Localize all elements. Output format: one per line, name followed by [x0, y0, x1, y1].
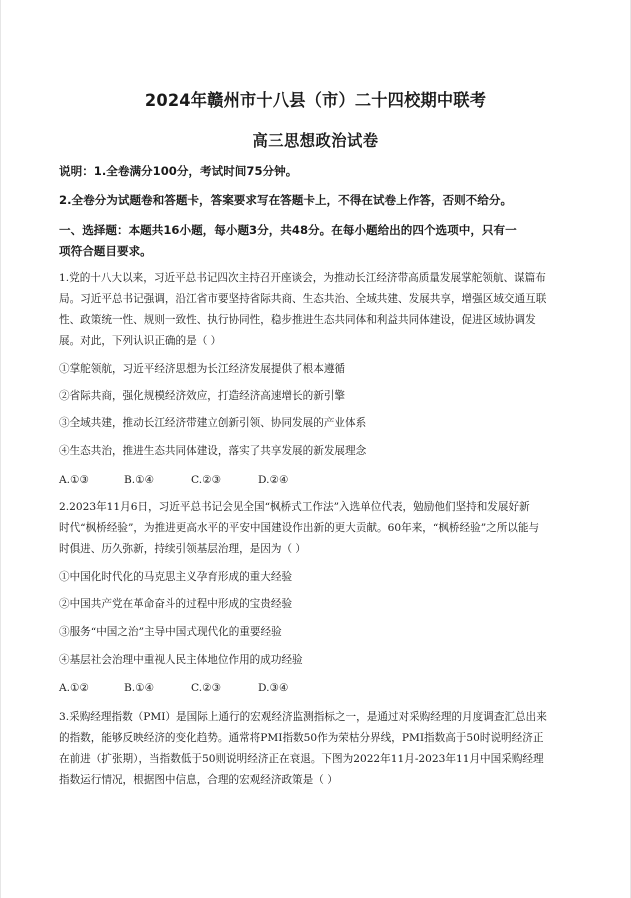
q3-stem-line: 的指数，能够反映经济的变化趋势。通常将PMI指数50作为荣枯分界线，PMI指数高于50时说明经济正: [59, 732, 544, 744]
q2-stem-line: 2.2023年11月6日，习近平总书记会见全国“枫桥式工作法”入选单位代表，勉励他们坚持和发展好新: [59, 501, 530, 513]
exam-subtitle: 高三思想政治试卷: [252, 131, 379, 150]
q1-stem-line: 性、政策统一性、规则一致性、执行协同性，稳步推进生态共同体和利益共同体建设，促进区域协调发: [59, 314, 536, 326]
q3-stem-line: 3.采购经理指数（PMI）是国际上通行的宏观经济监测指标之一，是通过对采购经理的月度调查汇总出来: [59, 711, 547, 723]
q2-choice-d: D.③④: [258, 682, 289, 694]
q1-item: ④生态共治，推进生态共同体建设，落实了共享发展的新发展理念: [59, 445, 367, 457]
q2-stem-line: 时代“枫桥经验”，为推进更高水平的平安中国建设作出新的更大贡献。60年来，“枫桥经验”之所以能与: [59, 522, 540, 534]
q2-stem-line: 时俱进、历久弥新，持续引领基层治理，是因为（ ）: [59, 543, 307, 555]
q1-stem-line: 1.党的十八大以来，习近平总书记四次主持召开座谈会，为推动长江经济带高质量发展掌舵领航、谋篇布: [59, 272, 546, 284]
q1-item: ②省际共商，强化规模经济效应，打造经济高速增长的新引擎: [59, 390, 346, 402]
exam-title: 2024年赣州市十八县（市）二十四校期中联考: [144, 91, 487, 111]
q2-item: ②中国共产党在革命奋斗的过程中形成的宝贵经验: [59, 598, 293, 610]
q2-item: ①中国化时代化的马克思主义孕育形成的重大经验: [59, 571, 293, 583]
q2-item: ③服务“中国之治”主导中国式现代化的重要经验: [59, 626, 282, 638]
q1-choice-a: A.①③: [59, 474, 90, 486]
q1-item: ③全域共建，推动长江经济带建立创新引领、协同发展的产业体系: [59, 417, 367, 429]
q2-choice-b: B.①④: [124, 682, 155, 694]
q3-stem-line: 指数运行情况，根据图中信息，合理的宏观经济政策是（ ）: [59, 774, 338, 786]
q3-stem-line: 在前进（扩张期），当指数低于50则说明经济正在衰退。下图为2022年11月-2023年11月中国采购经理: [59, 753, 544, 765]
q2-choice-c: C.②③: [191, 682, 222, 694]
section-heading-line-1: 一、选择题：本题共16小题，每小题3分，共48分。在每小题给出的四个选项中，只有一: [59, 223, 517, 237]
q2-choice-a: A.①②: [59, 682, 90, 694]
note-line-2: 2.全卷分为试题卷和答题卡，答案要求写在答题卡上，不得在试卷上作答，否则不给分。: [59, 193, 513, 207]
q2-item: ④基层社会治理中重视人民主体地位作用的成功经验: [59, 654, 303, 666]
q1-stem-line: 展。对此，下列认识正确的是（ ）: [59, 335, 222, 347]
q1-choice-d: D.②④: [258, 474, 289, 486]
q1-item: ①掌舵领航，习近平经济思想为长江经济发展提供了根本遵循: [59, 363, 346, 375]
q1-choice-c: C.②③: [191, 474, 222, 486]
q1-stem-line: 局。习近平总书记强调，沿江省市要坚持省际共商、生态共治、全域共建、发展共享，增强区域交通互联: [59, 293, 547, 305]
q1-choice-b: B.①④: [124, 474, 155, 486]
section-heading-line-2: 项符合题目要求。: [59, 244, 152, 258]
note-line-1: 说明：1.全卷满分100分，考试时间75分钟。: [59, 164, 298, 178]
